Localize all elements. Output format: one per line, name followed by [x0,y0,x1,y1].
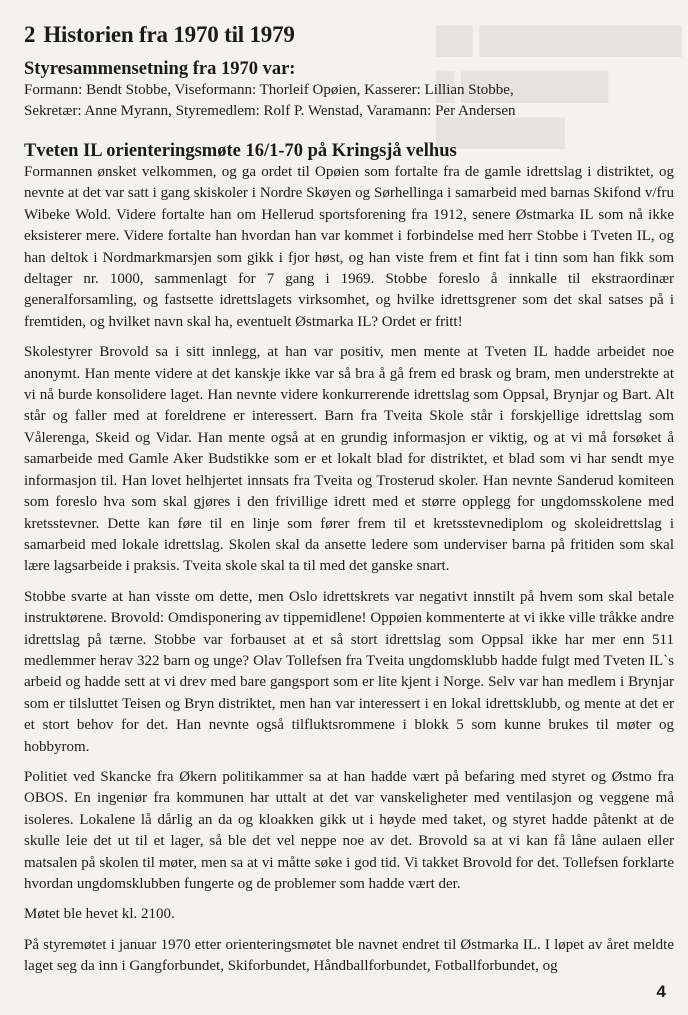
meeting-paragraph-1: Formannen ønsket velkommen, og ga ordet til Opøien som fortalte fra de gamle idrettslag i distriktet, og nevnte at det var satt i gang skiskoler i Nordre Skøyen og Sørhellinga i samarbeid med barnas Skifond v/fru Wibeke Wold. Videre fortalte han om Hellerud sportsforening fra 1912, senere Østmarka IL som nå ikke eksisterer mere. Videre fortalte han hvordan han var kommet i forbindelse med herr Stobbe i Tveten IL, og han deltok i Nordmarkmarsjen som gikk i fjor høst, og han viste frem et fint fat i tinn som han fikk som deltager nr. 1000, sammenlagt for 7 gang i 1969. Stobbe foreslo å innkalle til ekstraordinær generalforsamling, og fastsette idrettslagets virksomhet, og hvilke idrettsgrener som det skal satses på i fremtiden, og hvilket navn skal ha, eventuelt Østmarka IL? Ordet er fritt! [24,164,674,330]
board-heading: Styresammensetning fra 1970 var: [24,59,296,79]
meeting-section [24,140,674,978]
meeting-paragraph-2: Skolestyrer Brovold sa i sitt innlegg, at han var positiv, men mente at Tveten IL hadde arbeidet noe anonymt. Han mente videre at det kanskje ikke var så bra å gå frem ed brask og bram, men understrekte at vi nå burde konsolidere laget. Han nevnte videre konkurrerende idrettslag som Oppsal, Brynjar og Bart. Alt står og faller med at foreldrene er interessert. Barn fra Tveita Skole står i forskjellige idrettslag som Vålerenga, Skeid og Vidar. Han mente også at en grundig informasjon er viktig, og at vi må forsøket å samarbeide med Gamle Aker Budstikke som er et lokalt blad for distriktet, et blad som vi har sendt mye informasjon til. Han lovet helhjertet innsats fra Tveita og Trosterud skoler. Han nevnte Sanderud komiteen som foreslo hva som skal gjøres i den frivillige idrett med et større opplegg for ungdomsskolene med kretsstevner. Dette kan føre til en linje som fører frem til et kretsstevnediplom og skoleidrettslag i samarbeid med lokale idrettslag. Skolen skal da ansette ledere som underviser barna på fritiden som skal lære lagsarbeide i praksis. Tveita skole skal ta til med det ganske snart. [24,344,674,575]
page-number: 4 [656,982,666,1001]
chapter-title-text: Historien fra 1970 til 1979 [43,22,295,47]
chapter-number: 2 [24,22,36,47]
bleed-through-shadow: ██ ███████████ █ ████████ ███████ [436,26,682,147]
meeting-paragraph-6: På styremøtet i januar 1970 etter orienteringsmøtet ble navnet endret til Østmarka IL. I løpet av året meldte laget seg da inn i Gangforbundet, Skiforbundet, Håndballforbundet, Fotballforbundet, og [24,936,674,975]
meeting-closing-line: Møtet ble hevet kl. 2100. [24,906,175,923]
board-line-2: Sekretær: Anne Myrann, Styremedlem: Rolf P. Wenstad, Varamann: Per Andersen [24,103,516,119]
meeting-paragraph-3: Stobbe svarte at han visste om dette, men Oslo idrettskrets var negativt innstilt på hvem som skal betale instruktørene. Brovold: Omdisponering av tippemidlene! Oppøien kommenterte at vi ikke ville tråkke andre idrettslag på tærne. Stobbe var forbauset at et så stort idrettslag som Oppsal ikke har mer enn 511 medlemmer herav 322 barn og unge? Olav Tollefsen fra Tveita ungdomsklubb hadde fulgt med Tveten IL`s arbeid og hadde sett at vi drev med bare gangsport som er lite kjent i Norge. Selv var han medlem i Brynjar som er tilsluttet Teisen og Bryn distriktet, men han var interessert i en lokal idrettsklubb, og mente at det er et stort behov for det. Han nevnte også tilfluktsrommene i blokk 5 som kunne brukes til møter og hobbyrom. [24,588,674,755]
meeting-paragraph-4: Politiet ved Skancke fra Økern politikammer sa at han hadde vært på befaring med styret og Østmo fra OBOS. En ingeniør fra kommunen har uttalt at det var vanskeligheter med ventilasjon og veggene må isoleres. Lokalene lå dårlig an da og kloakken gikk ut i høyde med taket, og styret hadde påtenkt at de skulle leie det ut til et lager, så ble det vel neppe noe av det. Brovold sa at vi kan få låne aulaen eller matsalen på skolen til møter, men sa at vi måtte søke i god tid. Vi takket Brovold for det. Tollefsen forklarte hvordan ungdomsklubben fungerte og de problemer som hadde vært der. [24,768,674,892]
board-line-1: Formann: Bendt Stobbe, Viseformann: Thorleif Opøien, Kasserer: Lillian Stobbe, [24,82,514,98]
chapter-title [24,22,674,48]
page-content [24,22,674,978]
board-section [24,58,674,122]
meeting-heading: Tveten IL orienteringsmøte 16/1-70 på Kringsjå velhus [24,141,457,161]
